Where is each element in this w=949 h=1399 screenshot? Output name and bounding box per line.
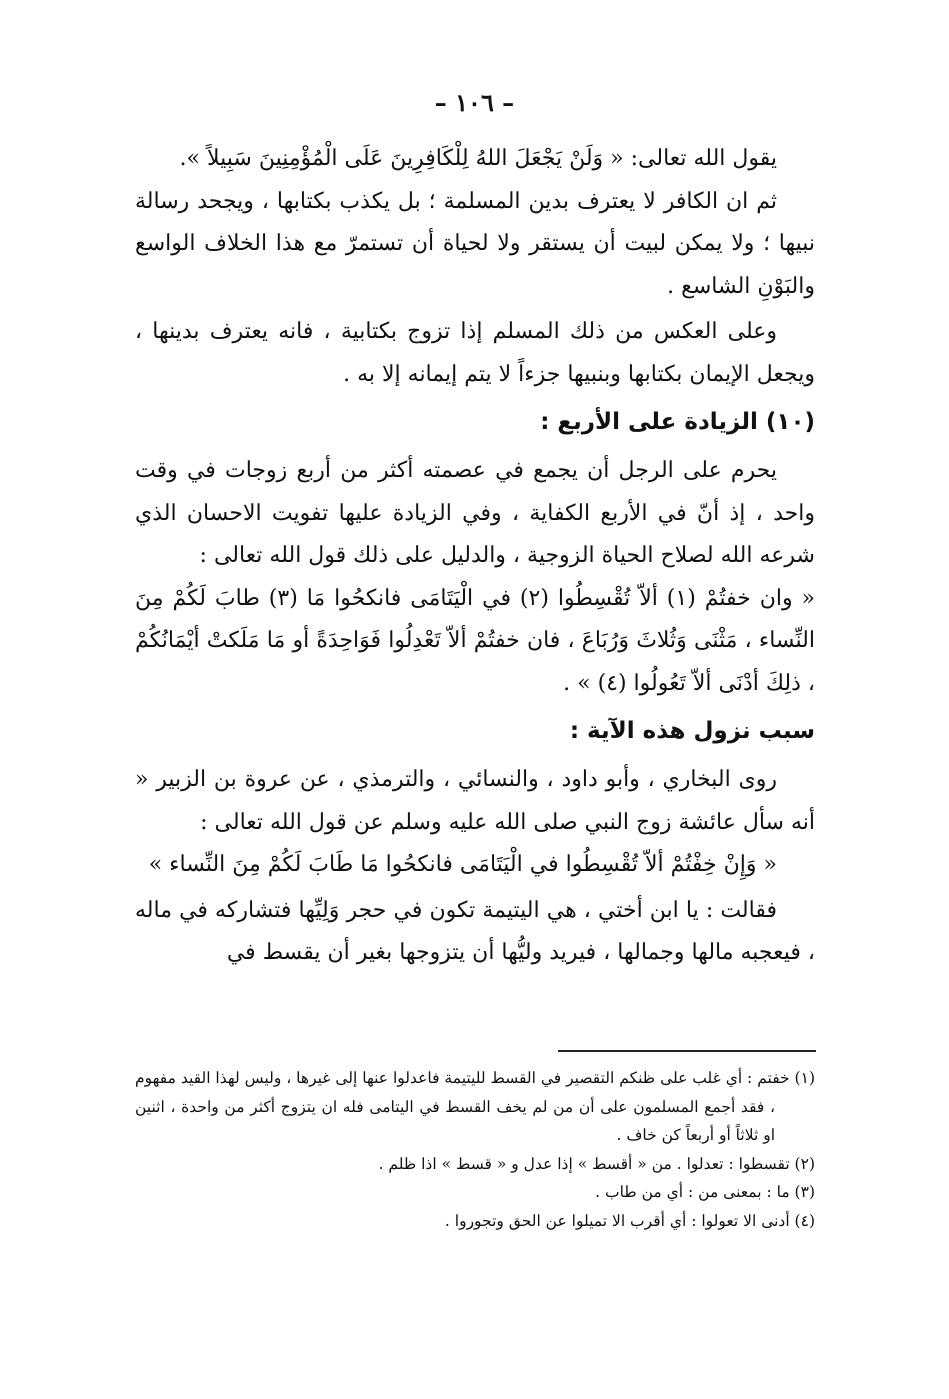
footnote-divider [558, 1050, 816, 1052]
paragraph-quran-quote: يقول الله تعالى: « وَلَنْ يَجْعَلَ اللهُ لِلْكَافِرِينَ عَلَى الْمُؤْمِنِينَ سَبِيلاً ». [179, 146, 777, 171]
footnote-2: (٢) تقسطوا : تعدلوا . من « أقسط » إذا عدل و « قسط » اذا ظلم . [378, 1154, 815, 1173]
paragraph-prohibition: يحرم على الرجل أن يجمع في عصمته أكثر من أربع زوجات في وقت واحد ، إذ أنّ في الأربع الكفاية ، وفي الزيادة عليها تفويت الاحسان الذي شرعه الله لصلاح الحياة الزوجية ، والدليل على ذلك قول الله تعالى : [135, 458, 815, 568]
page-number: – ١٠٦ – [434, 88, 515, 117]
paragraph-muslim-kitabiya: وعلى العكس من ذلك المسلم إذا تزوج بكتابية ، فانه يعترف بدينها ، ويجعل الإيمان بكتابها وبنبيها جزءاً لا يتم إيمانه إلا به . [135, 319, 815, 387]
section-heading-more-than-four: (١٠) الزيادة على الأربع : [540, 409, 815, 435]
footnote-4: (٤) أدنى الا تعولوا : أي أقرب الا تميلوا عن الحق وتجوروا . [444, 1211, 815, 1230]
paragraph-narration: روى البخاري ، وأبو داود ، والنسائي ، والترمذي ، عن عروة بن الزبير « أنه سأل عائشة زوج النبي صلى الله عليه وسلم عن قول الله تعالى : [135, 767, 815, 835]
paragraph-verse-orphans: « وَإِنْ خِفْتُمْ ألاّ تُقْسِطُوا في الْيَتَامَى فانكحُوا مَا طَابَ لَكُمْ مِنَ النِّساء » [148, 852, 777, 877]
paragraph-kafir: ثم ان الكافر لا يعترف بدين المسلمة ؛ بل يكذب بكتابها ، ويجحد رسالة نبيها ؛ ولا يمكن لبيت أن يستقر ولا لحياة أن تستمرّ مع هذا الخلاف الواسع والبَوْنِ الشاسع . [135, 188, 815, 299]
footnote-1: (١) خفتم : أي غلب على ظنكم التقصير في القسط لليتيمة فاعدلوا عنها إلى غيرها ، وليس لهذا القيد مفهوم ، فقد أجمع المسلمون على أن من لم يخف القسط في اليتامى فله ان يتزوج أكثر من واحدة ، اثنين او ثلاثاً أو أربعاً كن خاف . [135, 1069, 815, 1144]
paragraph-verse-polygamy: « وان خفتُمْ (١) ألاّ تُقْسِطُوا (٢) في الْيَتَامَى فانكحُوا مَا (٣) طابَ لَكُمْ مِنَ النِّساء ، مَثْنَى وَثُلاثَ وَرُبَاعَ ، فان خفتُمْ ألاّ تَعْدِلُوا فَوَاحِدَةً أو مَا مَلَكتْ أيْمَانُكُمْ ، ذلِكَ أدْنَى ألاّ تَعُولُوا (٤) » . [135, 585, 815, 696]
footnote-3: (٣) ما : بمعنى من : أي من طاب . [595, 1183, 815, 1201]
footnotes [135, 1064, 815, 1235]
main-text [135, 138, 815, 975]
section-heading-reason-revelation: سبب نزول هذه الآية : [569, 718, 815, 744]
paragraph-aisha-answer: فقالت : يا ابن أختي ، هي اليتيمة تكون في حجر وَلِيِّها فتشاركه في ماله ، فيعجبه مالها وجمالها ، فيريد وليُّها أن يتزوجها بغير أن يقسط في [135, 897, 815, 965]
